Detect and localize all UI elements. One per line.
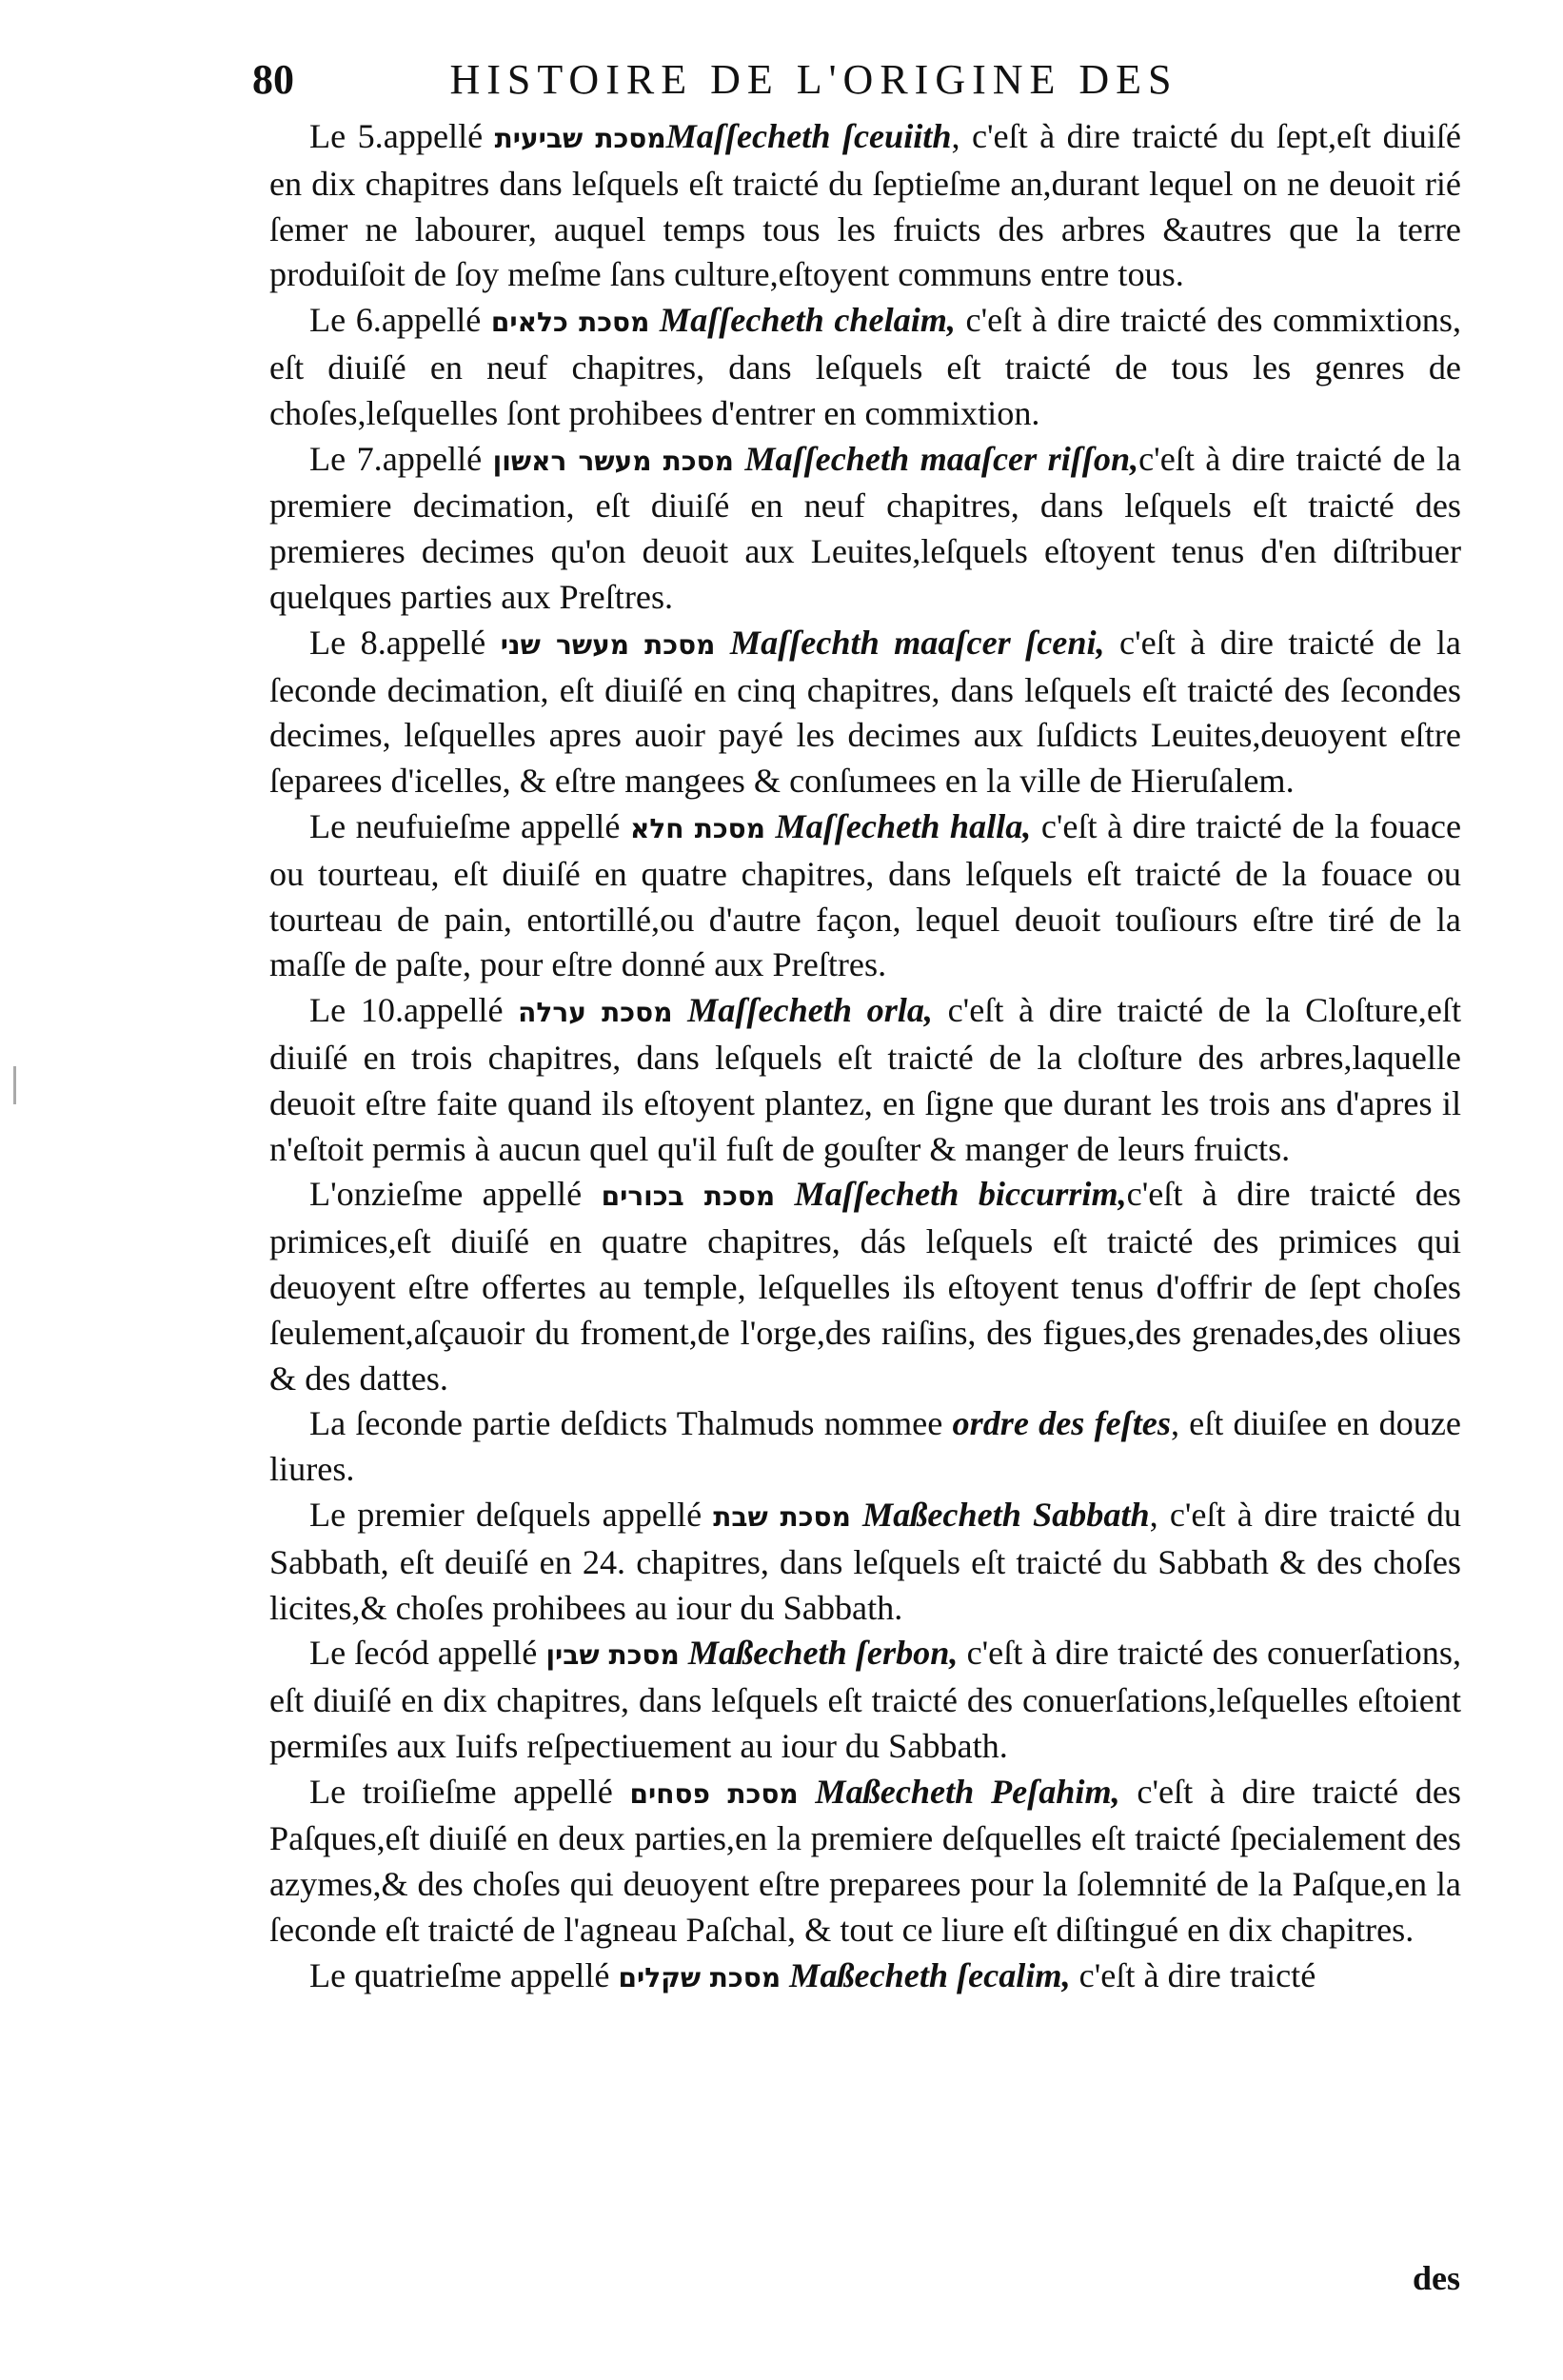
paragraph [269,1631,1461,1769]
paragraph [269,1954,1461,2001]
latin-title: Maſſecheth ſceuiith [665,117,952,155]
latin-title: Maſſecheth chelaim, [659,301,956,340]
paragraph-lead: Le troiſieſme appellé [309,1772,630,1811]
latin-title: Maſſecheth maaſcer riſſon, [744,439,1139,478]
paragraph-lead: La ſeconde partie deſdicts Thalmuds nommee [309,1404,953,1443]
margin-mark [13,1066,16,1104]
paragraph-lead: Le 7.appellé [309,439,493,478]
latin-title: ordre des feſtes [952,1404,1171,1443]
body-text [269,114,1461,2001]
latin-title: Maßecheth ſecalim, [789,1955,1071,1994]
hebrew-title: מסכת מעשר ראשון [492,445,734,477]
paragraph [269,114,1461,298]
paragraph [269,1770,1461,1954]
paragraph [269,298,1461,436]
paragraph-text: c'eſt à dire traicté [1070,1955,1316,1994]
paragraph-text: c'eſt à dire traicté des primices,eſt diuiſé en quatre chapitres, dás leſquels eſt traicté des primices qui deuoyent eſtre offertes au temple, leſquelles ils eſtoyent tenus d'offrir de ſept choſes ſeulement,aſçauoir du froment,de l'orge,des raiſins, des figues,des grenades,des oliues & des dattes. [269,1175,1462,1398]
latin-title: Maſſecheth halla, [775,806,1032,845]
paragraph-lead: L'onzieſme appellé [309,1175,602,1214]
latin-title: Maßecheth ſerbon, [687,1634,959,1673]
hebrew-title: מסכת מעשר שני [500,628,716,661]
paragraph-lead: Le quatrieſme appellé [309,1955,619,1994]
paragraph-text: , c'eſt à dire traicté du ſept,eſt diuiſé en dix chapitres dans leſquels eſt traicté du ſeptieſme an,durant lequel on ne deuoit rié ſemer ne labourer, auquel temps tous les fruicts des arbres &autres que la terre produiſoit de ſoy meſme ſans culture,eſtoyent communs entre tous. [269,117,1461,294]
paragraph-lead: Le premier deſquels appellé [309,1495,714,1534]
paragraph-text: c'eſt à dire traicté de la premiere decimation, eſt diuiſé en neuf chapitres, dans leſquels eſt traicté des premieres decimes qu'on deuoit aux Leuites,leſquels eſtoyent tenus d'en diſtribuer quelques parties aux Preſtres. [269,439,1461,616]
latin-title: Maſſecheth orla, [687,991,933,1030]
paragraph [269,621,1461,804]
hebrew-title: מסכת שבת [713,1500,851,1533]
paragraph [269,1401,1461,1493]
paragraph-lead: Le ſecód appellé [309,1634,546,1673]
hebrew-title: מסכת שבין [545,1639,680,1672]
hebrew-title: מסכת כלאים [490,307,650,339]
hebrew-title: מסכת שקלים [618,1961,782,1993]
hebrew-title: מסכת בכורים [601,1180,776,1213]
paragraph-text: , c'eſt à dire traicté du Sabbath, eſt deuiſé en 24. chapitres, dans leſquels eſt traicté du Sabbath & des choſes licites,& choſes prohibees au iour du Sabbath. [269,1495,1461,1627]
hebrew-title: מסכת פסחים [629,1777,799,1810]
paragraph-lead: Le 8.appellé [309,623,501,662]
paragraph [269,437,1461,621]
paragraph-text: , eſt diuiſee en douze liures. [269,1404,1461,1489]
paragraph [269,1493,1461,1631]
paragraph-lead: Le 10.appellé [309,991,519,1030]
paragraph-text: c'eſt à dire traicté de la ſeconde decimation, eſt diuiſé en cinq chapitres, dans leſquels eſt traicté des ſecondes decimes, leſquelles apres auoir payé les decimes aux ſuſdicts Leuites,deuoyent eſtre ſeparees d'icelles, & eſtre mangees & conſumees en la ville de Hieruſalem. [269,623,1461,801]
paragraph-lead: Le neufuieſme appellé [309,806,630,845]
paragraph [269,1172,1461,1401]
hebrew-title: מסכת חלא [629,812,765,844]
catchword: des [1412,2259,1460,2297]
paragraph-text: c'eſt à dire traicté des Paſques,eſt diuiſé en deux parties,en la premiere deſquelles eſt traicté ſpecialement des azymes,& des choſes qui deuoyent eſtre preparees pour la ſolemnité de la Paſque,en la ſeconde eſt traicté de l'agneau Paſchal, & tout ce liure eſt diſtingué en dix chapitres. [269,1772,1462,1950]
paragraph-text: c'eſt à dire traicté des conuerſations, eſt diuiſé en dix chapitres, dans leſquels eſt traicté des conuerſations,leſquelles eſtoient permiſes aux Iuifs reſpectiuement au iour du Sabbath. [269,1634,1461,1765]
hebrew-title: מסכת שביעית [494,123,666,154]
page-number: 80 [252,56,294,103]
paragraph-text: c'eſt à dire traicté de la Cloſture,eſt diuiſé en trois chapitres, dans leſquels eſt traicté de la cloſture des arbres,laquelle deuoit eſtre faite quand ils eſtoyent plantez, en ſigne que durant les trois ans d'apres il n'eſtoit permis à aucun quel qu'il fuſt de gouſter & manger de leurs fruicts. [269,991,1461,1168]
latin-title: Maſſecheth biccurrim, [794,1175,1127,1214]
paragraph-lead: Le 5.appellé [309,117,495,155]
paragraph-text: c'eſt à dire traicté des commixtions, eſt diuiſé en neuf chapitres, dans leſquels eſt traicté de tous les genres de choſes,leſquelles ſont prohibees d'entrer en commixtion. [269,301,1462,432]
running-title: HISTOIRE DE L'ORIGINE DES [449,56,1178,103]
latin-title: Maßecheth Peſahim, [815,1772,1120,1811]
page-header [252,55,1309,112]
paragraph-text: c'eſt à dire traicté de la fouace ou tourteau, eſt diuiſé en quatre chapitres, dans leſquels eſt traicté de la fouace ou tourteau de pain, entortillé,ou d'autre façon, lequel deuoit touſiours eſtre tiré de la maſſe de paſte, pour eſtre donné aux Preſtres. [269,806,1462,984]
paragraph [269,804,1461,988]
hebrew-title: מסכת ערלה [518,997,673,1029]
latin-title: Maßecheth Sabbath [861,1495,1150,1534]
paragraph [269,988,1461,1172]
latin-title: Maſſechth maaſcer ſceni, [729,623,1105,662]
paragraph-lead: Le 6.appellé [309,301,491,340]
